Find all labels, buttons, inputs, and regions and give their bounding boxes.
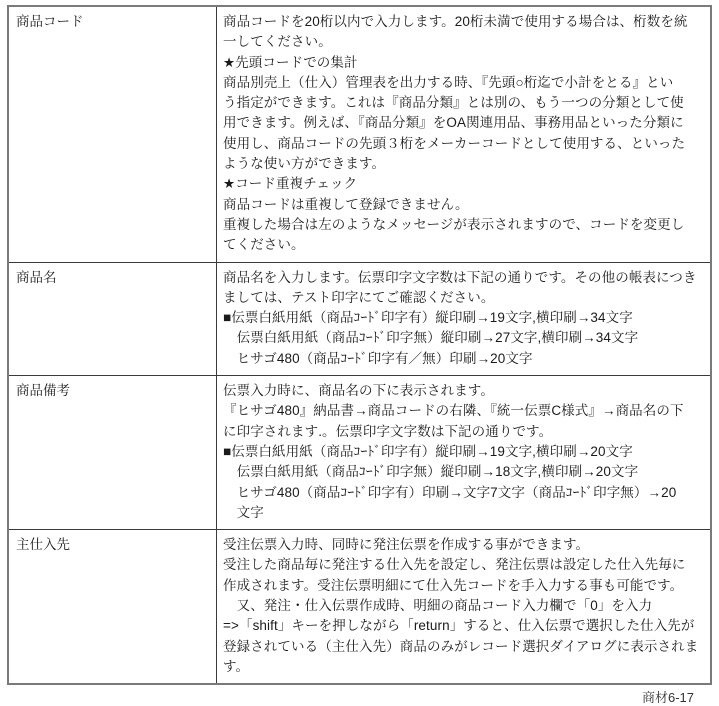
text-line: 『ヒサゴ480』納品書→商品コードの右隣、『統一伝票C様式』→商品名の下 bbox=[223, 403, 684, 419]
text-line: =>「shift」キーを押しながら「return」すると、仕入伝票で選択した仕入先が bbox=[223, 618, 695, 634]
text-line: 伝票入力時に、商品名の下に表示されます。 bbox=[223, 383, 494, 399]
text-line: ★コード重複チェック bbox=[223, 176, 358, 192]
text-line: てください。 bbox=[223, 237, 305, 253]
row-content-cell bbox=[217, 263, 710, 375]
text-line: 受注した商品毎に発注する仕入先を設定し、発注伝票は設定した仕入先毎に bbox=[223, 557, 686, 573]
row-label-cell bbox=[9, 7, 217, 262]
table-row bbox=[9, 262, 710, 375]
row-content-cell bbox=[217, 376, 710, 529]
text-line: 一してください。 bbox=[223, 34, 332, 50]
text-line: 用できます。例えば、『商品分類』をOA関連用品、事務用品といった分類に bbox=[223, 115, 684, 131]
text-line: ましては、テスト印字にてご確認ください。 bbox=[223, 289, 495, 305]
row-content-cell bbox=[217, 530, 710, 683]
row-label: 商品備考 bbox=[16, 383, 70, 399]
text-line: 作成されます。受注伝票明細にて仕入先コードを手入力する事も可能です。 bbox=[223, 577, 684, 593]
text-line: 文字 bbox=[223, 504, 264, 520]
page-footer-label: 商材6-17 bbox=[642, 690, 695, 705]
text-line: 登録されている（主仕入先）商品のみがレコード選択ダイアログに表示されま bbox=[223, 638, 699, 654]
text-line: う指定ができます。これは『商品分類』とは別の、もう一つの分類として使 bbox=[223, 95, 684, 111]
row-label-cell bbox=[9, 263, 217, 375]
row-label: 主仕入先 bbox=[16, 537, 70, 553]
text-line: 重複した場合は左のようなメッセージが表示されますので、コードを変更し bbox=[223, 216, 685, 232]
text-line: ヒサゴ480（商品ｺｰﾄﾞ印字有／無）印刷→20文字 bbox=[223, 350, 533, 366]
text-line: ヒサゴ480（商品ｺｰﾄﾞ印字有）印刷→文字7文字（商品ｺｰﾄﾞ印字無）→20 bbox=[223, 484, 677, 500]
text-line: 受注伝票入力時、同時に発注伝票を作成する事ができます。 bbox=[223, 537, 590, 553]
text-line: 商品コードを20桁以内で入力します。20桁未満で使用する場合は、桁数を統 bbox=[223, 14, 688, 29]
text-line: 商品名を入力します。伝票印字文字数は下記の通りです。その他の帳表につき bbox=[223, 269, 697, 285]
row-label-cell bbox=[9, 530, 217, 683]
text-line: に印字されます.。伝票印字文字数は下記の通りです。 bbox=[223, 423, 553, 439]
text-line: 使用し、商品コードの先頭３桁をメーカーコードとして使用する、といった bbox=[223, 135, 686, 151]
text-line: ■伝票白紙用紙（商品ｺｰﾄﾞ印字有）縦印刷→19文字,横印刷→20文字 bbox=[223, 443, 633, 459]
row-label: 商品名 bbox=[16, 269, 57, 285]
text-line: 伝票白紙用紙（商品ｺｰﾄﾞ印字無）縦印刷→18文字,横印刷→20文字 bbox=[223, 464, 639, 480]
table-row bbox=[9, 529, 710, 683]
text-line: す。 bbox=[223, 658, 250, 674]
text-line: ■伝票白紙用紙（商品ｺｰﾄﾞ印字有）縦印刷→19文字,横印刷→34文字 bbox=[223, 310, 633, 326]
text-line: 商品コードは重複して登録できません。 bbox=[223, 196, 469, 212]
row-label-cell bbox=[9, 376, 217, 529]
table-row bbox=[9, 375, 710, 529]
row-content-cell bbox=[217, 7, 710, 262]
text-line: 商品別売上（仕入）管理表を出力する時、『先頭○桁迄で小計をとる』とい bbox=[223, 74, 674, 90]
row-label: 商品コード bbox=[16, 14, 84, 29]
table-row bbox=[9, 7, 710, 262]
text-line: 又、発注・仕入伝票作成時、明細の商品コード入力欄で「0」を入力 bbox=[223, 598, 653, 614]
text-line: ような使い方ができます。 bbox=[223, 156, 386, 172]
spec-table bbox=[7, 5, 712, 685]
text-line: ★先頭コードでの集計 bbox=[223, 54, 358, 70]
text-line: 伝票白紙用紙（商品ｺｰﾄﾞ印字無）縦印刷→27文字,横印刷→34文字 bbox=[223, 330, 639, 346]
